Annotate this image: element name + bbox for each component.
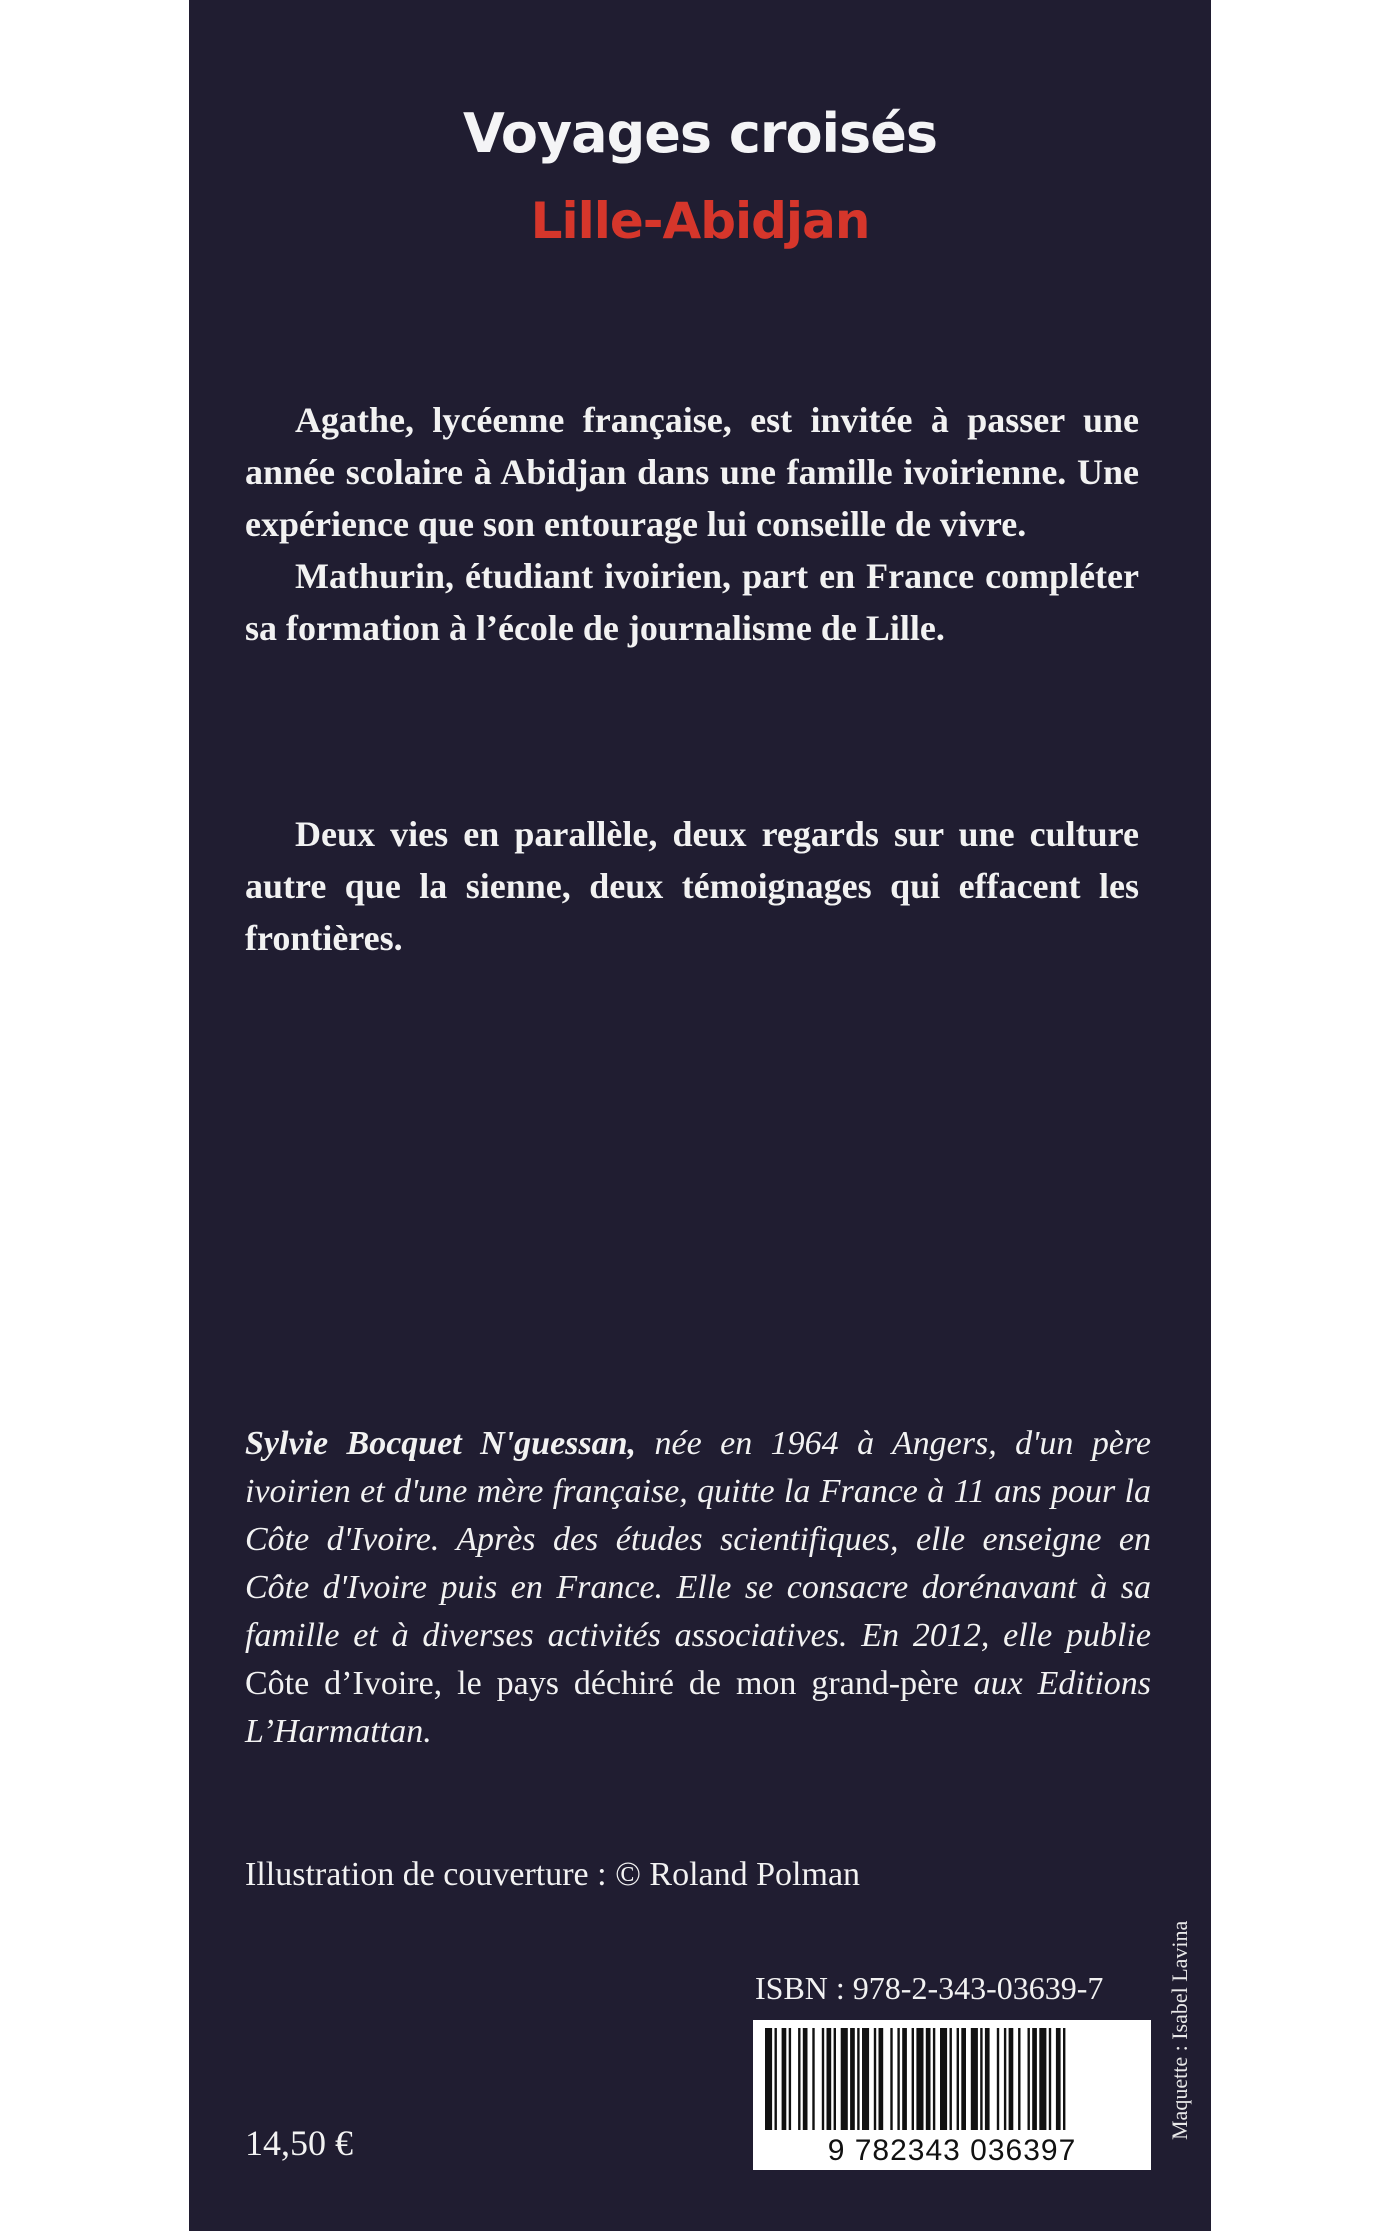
blurb-paragraph-conclusion: Deux vies en parallèle, deux regards sur une culture autre que la sienne, deux témoignages qui effacent les frontières. bbox=[245, 814, 1139, 958]
barcode-digits: 9 782343 036397 bbox=[827, 2134, 1077, 2167]
book-subtitle: Lille-Abidjan bbox=[530, 192, 870, 250]
author-bio-text: née en 1964 à Angers, d'un père ivoirien et d'une mère française, quitte la France à 11 ans pour la Côte d'Ivoire. Après des études scientifiques, elle enseigne en Côte d'Ivoire puis en France. Elle se consacre dorénavant à sa famille et à diverses activités associatives. bbox=[245, 1425, 1152, 1654]
author-publication-intro: En 2012, elle publie bbox=[861, 1617, 1152, 1654]
blurb-paragraph-mathurin: Mathurin, étudiant ivoirien, part en France compléter sa formation à l’école de journalisme de Lille. bbox=[245, 556, 1139, 648]
barcode-bars bbox=[753, 2020, 1151, 2130]
price: 14,50 € bbox=[245, 2123, 353, 2163]
author-name: Sylvie Bocquet N'guessan, bbox=[245, 1425, 637, 1462]
author-bio bbox=[245, 1420, 1151, 1756]
blurb-conclusion-block bbox=[245, 808, 1139, 964]
author-publication-outro: aux Editions L’Harmattan. bbox=[245, 1665, 1152, 1750]
book-title: Voyages croisés bbox=[463, 102, 937, 165]
author-publication-title: Côte d’Ivoire, le pays déchiré de mon grand-père bbox=[245, 1665, 959, 1702]
barcode bbox=[753, 2020, 1151, 2170]
layout-credit: Maquette : Isabel Lavina bbox=[1167, 1920, 1192, 2140]
isbn-number: ISBN : 978-2-343-03639-7 bbox=[755, 1970, 1104, 2006]
back-cover bbox=[189, 0, 1211, 2231]
blurb-paragraph-agathe: Agathe, lycéenne française, est invitée à passer une année scolaire à Abidjan dans une famille ivoirienne. Une expérience que son entourage lui conseille de vivre. bbox=[245, 400, 1139, 544]
illustration-credit: Illustration de couverture : © Roland Polman bbox=[245, 1856, 861, 1893]
blurb-block bbox=[245, 394, 1139, 654]
